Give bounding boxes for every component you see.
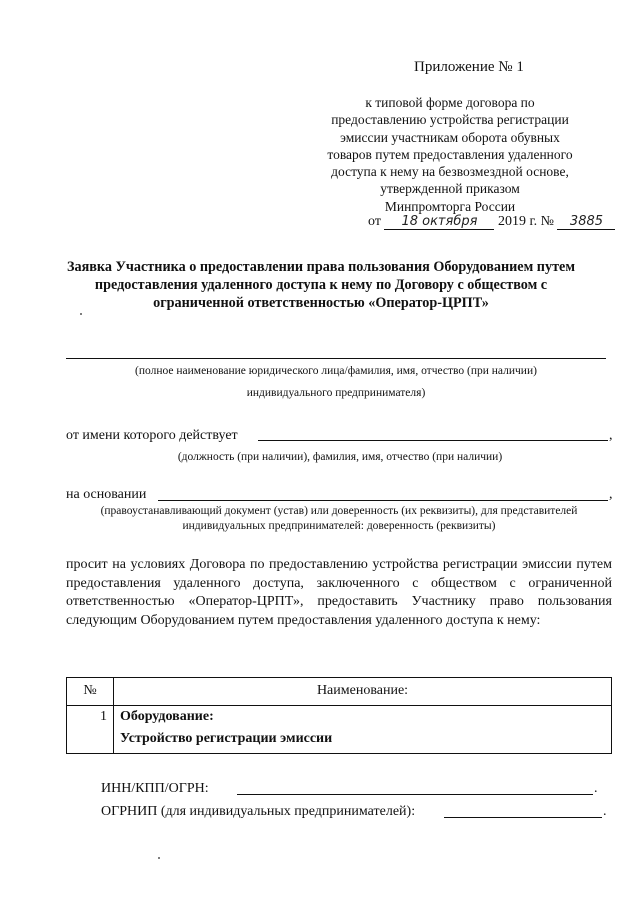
applicant-name-line[interactable]: [66, 358, 606, 359]
row-number: 1: [67, 706, 114, 754]
table-header-row: [67, 678, 612, 706]
basis-line: предоставлению устройства регистрации: [331, 112, 569, 128]
order-number-handwritten: 3885: [557, 214, 615, 230]
grounds-line[interactable]: [158, 500, 608, 501]
heading-line: ограниченной ответственностью «Оператор-ЦРПТ»: [153, 294, 489, 311]
order-year: 2019 г. №: [497, 214, 554, 229]
col-header-number: №: [67, 678, 114, 706]
ogrnip-end: .: [603, 804, 607, 819]
ogrnip-line[interactable]: [444, 817, 602, 818]
heading-line: предоставления удаленного доступа к нему по Договору с обществом с: [94, 276, 548, 293]
ogrnip-label: ОГРНИП (для индивидуальных предпринимателей):: [101, 804, 416, 819]
table-row: [67, 706, 612, 754]
scan-speck: [158, 857, 160, 859]
inn-line[interactable]: [237, 794, 593, 795]
col-header-name: Наименование:: [114, 678, 612, 706]
representative-caption: (должность (при наличии), фамилия, имя, отчество (при наличии): [177, 451, 503, 463]
request-paragraph: просит на условиях Договора по предоставлению устройства регистрации эмиссии путем предоставления удаленного доступа, заключенного с обществом с ограниченной ответственностью «Оператор-ЦРПТ», предоставить Участнику право пользования следующим Оборудованием путем предоставления удаленного доступа к нему:: [66, 557, 612, 628]
basis-line: к типовой форме договора по: [365, 95, 535, 110]
scan-speck: [80, 313, 82, 315]
row-title: Оборудование:: [120, 709, 214, 724]
representative-line[interactable]: [258, 440, 608, 441]
grounds-label: на основании: [66, 487, 147, 502]
representative-comma: ,: [609, 428, 613, 443]
grounds-caption-2: индивидуальных предпринимателей: доверенность (реквизиты): [182, 520, 496, 532]
grounds-comma: ,: [609, 487, 613, 502]
row-item: Устройство регистрации эмиссии: [120, 731, 333, 746]
inn-label: ИНН/КПП/ОГРН:: [101, 781, 209, 796]
basis-line: Минпромторга России: [384, 198, 516, 214]
basis-line: утвержденной приказом: [380, 181, 520, 197]
basis-line: доступа к нему на безвозмездной основе,: [331, 164, 569, 180]
heading-line: Заявка Участника о предоставлении права пользования Оборудованием путем: [66, 259, 576, 275]
order-prefix: от: [368, 214, 381, 229]
grounds-caption-1: (правоустанавливающий документ (устав) или доверенность (их реквизиты), для представителей: [100, 505, 578, 517]
applicant-caption-1: (полное наименование юридического лица/фамилия, имя, отчество (при наличии): [135, 365, 537, 377]
basis-line: эмиссии участникам оборота обувных: [340, 129, 560, 145]
appendix-title: Приложение № 1: [414, 59, 524, 75]
row-name-cell: [114, 706, 612, 754]
inn-end: .: [594, 781, 598, 796]
basis-line: товаров путем предоставления удаленного: [327, 146, 573, 162]
order-date-handwritten: 18 октября: [384, 214, 494, 230]
representative-label: от имени которого действует: [66, 428, 238, 443]
order-date-number: [368, 214, 615, 230]
applicant-caption-2: индивидуального предпринимателя): [246, 387, 426, 399]
equipment-table: [66, 677, 612, 754]
appendix-basis: [320, 94, 580, 215]
document-heading: [60, 259, 582, 312]
